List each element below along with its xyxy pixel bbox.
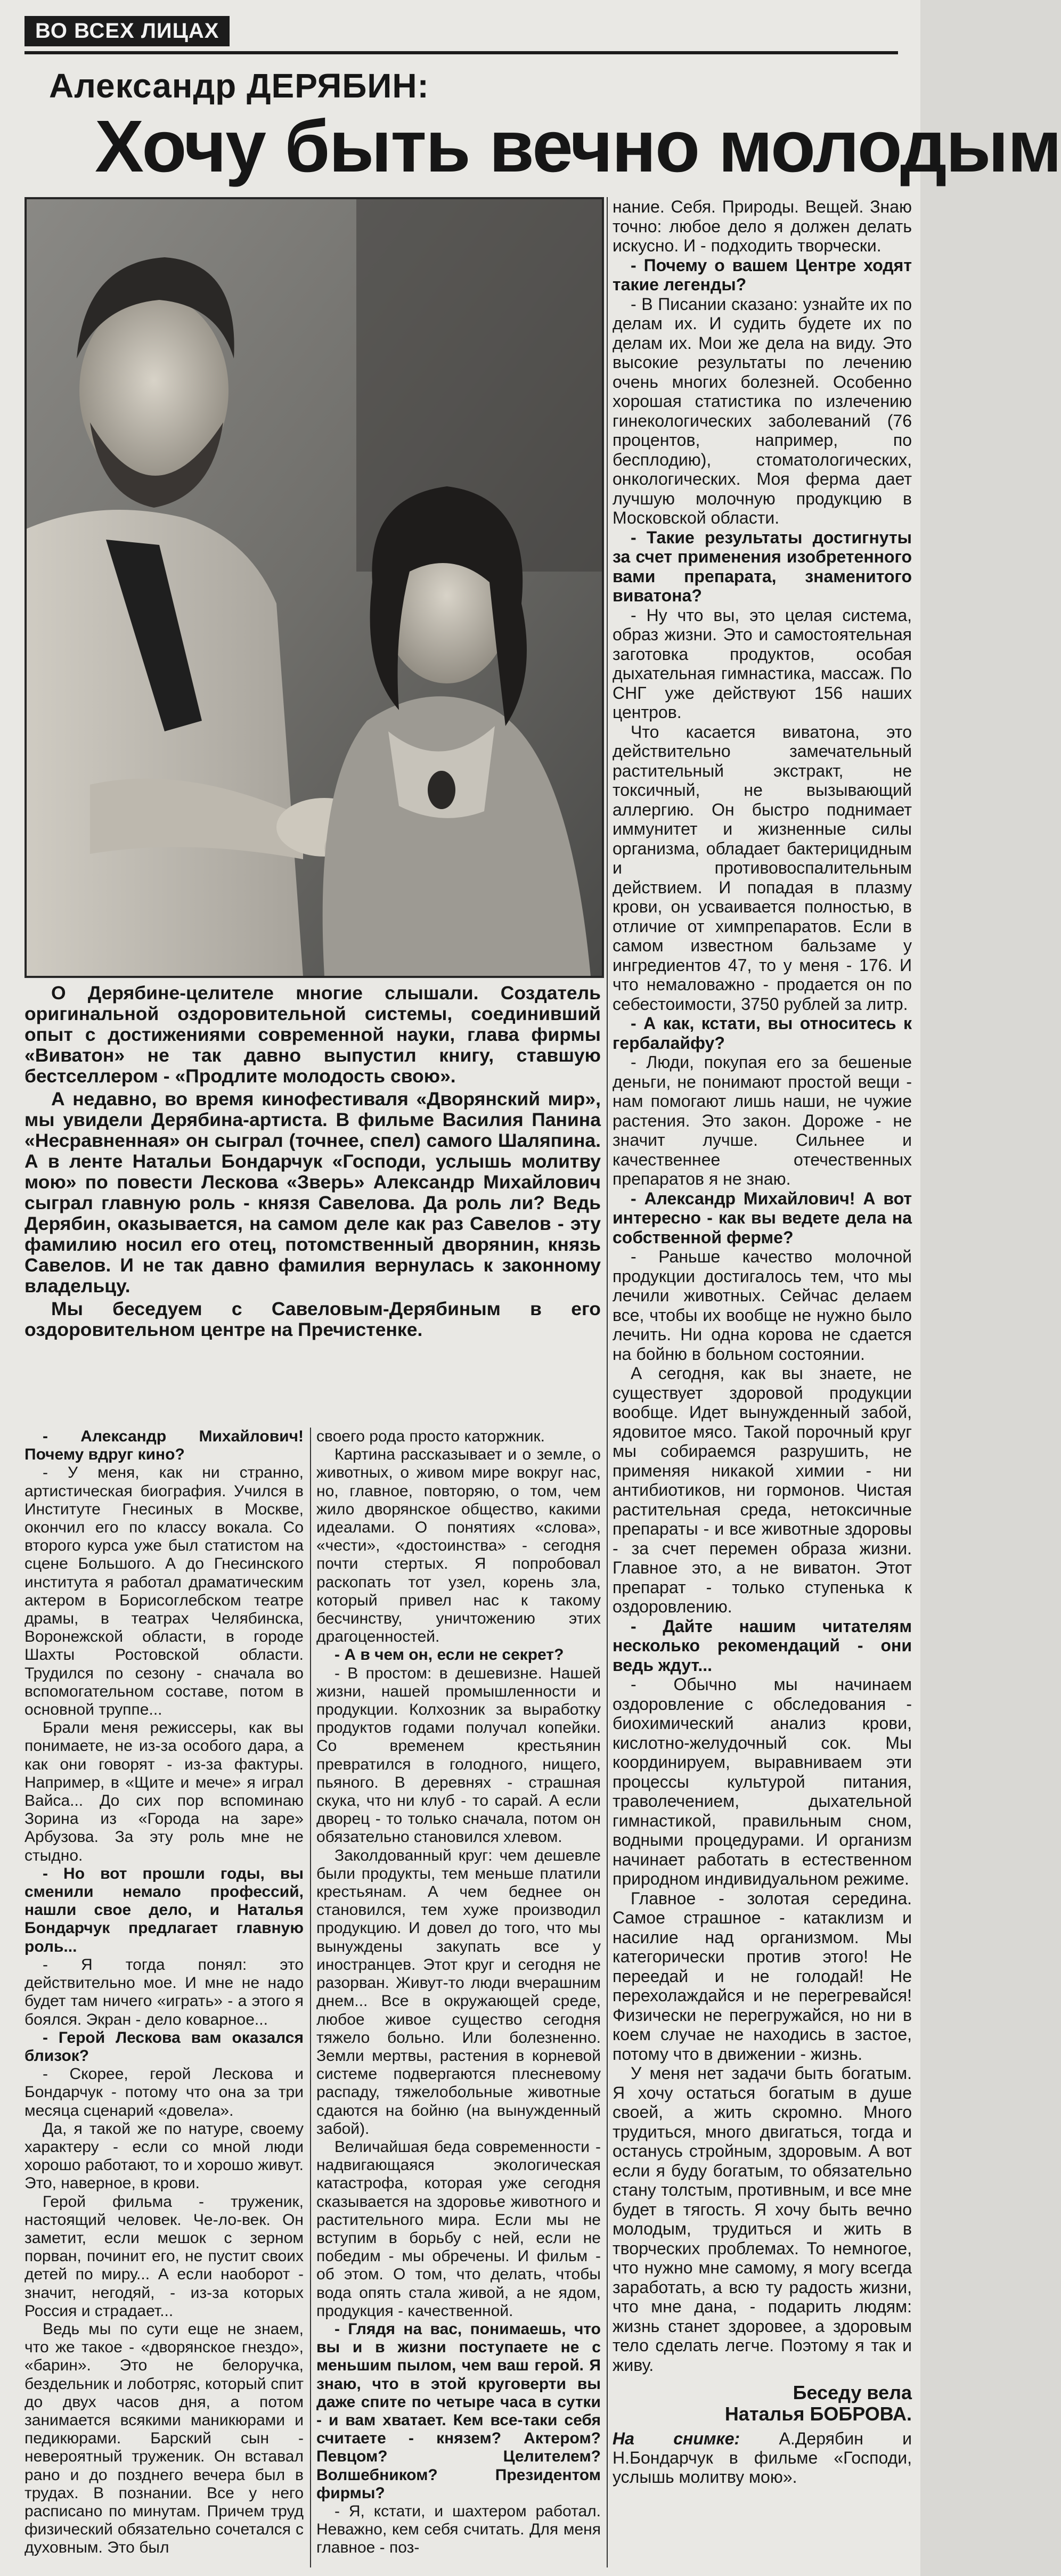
answer-paragraph: Брали меня режиссеры, как вы понимаете, не из-за особого дара, а как они говорят - из-за фактуры. Например, в «Щите и мече» я играл Вайса... До сих пор вспоминаю Зорина из «Города на заре» Арбузова. За эту роль мне не стыдно. <box>25 1719 304 1864</box>
answer-paragraph: - Люди, покупая его за бешеные деньги, не понимают простой вещи - нам помогают лишь наши, не чужие растения. Это закон. Дороже - не значит лучше. Сильнее и качественнее отечественных препаратов я не знаю. <box>613 1053 912 1188</box>
question: - Глядя на вас, понимаешь, что вы и в жизни поступаете не с меньшим пылом, чем ваш герой. Я знаю, что в этой круговерти вы даже спите по четыре часа в сутки - и вам хватает. Кем все-таки себя считаете - князем? Актером? Певцом? Целителем? Волшебником? Президентом фирмы? <box>316 2320 601 2502</box>
byline-author: Наталья БОБРОВА. <box>724 2403 912 2425</box>
answer-paragraph: - Я, кстати, и шахтером работал. Неважно, кем себя считать. Для меня главное - поз- <box>316 2502 601 2557</box>
answer-paragraph: - Ну что вы, это целая система, образ жизни. Это и самостоятельная заготовка продуктов, особая дыхательная гимнастика, массаж. По СНГ уже действуют 156 наших центров. <box>613 605 912 722</box>
lead-paragraph: О Дерябине-целителе многие слышали. Создатель оригинальной оздоровительной системы, соединивший опыт с достижениями современной науки, глава фирмы «Виватон» не так давно выпустил книгу, ставшую бестселлером - «Продлите молодость свою». <box>25 982 601 1087</box>
question: - Дайте нашим читателям несколько рекомендаций - они ведь ждут... <box>613 1616 912 1675</box>
answer-paragraph: Да, я такой же по натуре, своему характеру - если со мной люди хорошо работают, то и хорошо живут. Это, наверное, в крови. <box>25 2120 304 2192</box>
byline-intro: Беседу вела <box>793 2382 912 2403</box>
lead-paragraph: А недавно, во время кинофестиваля «Дворянский мир», мы увидели Дерябина-артиста. В фильме Василия Панина «Несравненная» он сыграл (точнее, спел) самого Шаляпина. А в ленте Натальи Бондарчук «Господи, услышь молитву мою» по повести Лескова «Зверь» Александр Михайлович сыграл главную роль - князя Савелова. Да роль ли? Ведь Дерябин, оказывается, на самом деле как раз Савелов - эту фамилию носил его отец, потомственный дворянин, князь Савелов. И не так давно фамилия вернулась к законному владельцу. <box>25 1088 601 1297</box>
answer-paragraph: - Скорее, герой Лескова и Бондарчук - потому что она за три месяца сценарий «довела». <box>25 2065 304 2120</box>
answer-paragraph: - Я тогда понял: это действительно мое. И мне не надо будет там ничего «играть» - а этого я боялся. Экран - дело коварное... <box>25 1955 304 2028</box>
answer-paragraph: Главное - золотая середина. Самое страшное - катаклизм и насилие над организмом. Мы категорически против этого! Не переедай и не голодай! Не перехолаждайся и не перегревайся! Физически не перегружайся, но ни в коем случае не находись в застое, потому что в движении - жизнь. <box>613 1888 912 2064</box>
interviewee-name: Александр ДЕРЯБИН: <box>49 67 429 105</box>
question: - Но вот прошли годы, вы сменили немало профессий, нашли свое дело, и Наталья Бондарчук предлагает главную роль... <box>25 1864 304 1955</box>
question: - Почему о вашем Центре ходят такие легенды? <box>613 255 912 294</box>
headline: Хочу быть вечно молодым <box>95 105 1061 188</box>
film-still-photo <box>25 197 604 978</box>
column-divider <box>607 197 608 2567</box>
question: - Герой Лескова вам оказался близок? <box>25 2028 304 2065</box>
question: - Такие результаты достигнуты за счет применения изобретенного вами препарата, знаменитого виватона? <box>613 527 912 605</box>
lead-paragraph: Мы беседуем с Савеловым-Дерябиным в его оздоровительном центре на Пречистенке. <box>25 1298 601 1340</box>
answer-paragraph: Величайшая беда современности - надвигающаяся экологическая катастрофа, которая уже сегодня сказывается на здоровье животного и растительного мира. Если мы не вступим в борьбу с ней, если не победим - мы обречены. И фильм - об этом. О том, что делать, чтобы вода опять стала живой, а не ядом, продукция - качественной. <box>316 2138 601 2320</box>
answer-paragraph: Что касается виватона, это действительно замечательный растительный экстракт, не токсичный, не вызывающий аллергию. Он быстро поднимает иммунитет и жизненные силы организма, обладает бактерицидным и противовоспалительным действием. И попадая в плазму крови, он усваивается полностью, в отличие от химпрепаратов. Если в самом известном бальзаме у ингредиентов 47, то у меня - 176. И что немаловажно - продается он по себестоимости, 3750 рублей за литр. <box>613 722 912 1014</box>
text-column-2 <box>316 1428 601 2557</box>
answer-paragraph: У меня нет задачи быть богатым. Я хочу остаться богатым в душе своей, а жить скромно. Много трудиться, много двигаться, тогда и останусь стройным, здоровым. А вот если я буду богатым, то обязательно стану толстым, противным, и все мне будет в тягость. Я хочу быть вечно молодым, трудиться и жить в творческих проблемах. То немногое, что нужно мне самому, я могу всегда заработать, а всю ту радость жизни, что мне дана, - подарить людям: жизнь станет здоровее, а здоровым тело сделать легче. Поэтому я так и живу. <box>613 2064 912 2375</box>
question: - Александр Михайлович! Почему вдруг кино? <box>25 1428 304 1464</box>
answer-paragraph: нание. Себя. Природы. Вещей. Знаю точно: любое дело я должен делать искусно. И - подходить творчески. <box>613 197 912 255</box>
photo-caption <box>613 2429 912 2487</box>
rubric-rule <box>25 51 898 54</box>
question: - Александр Михайлович! А вот интересно - как вы ведете дела на собственной ферме? <box>613 1188 912 1247</box>
rubric-label: ВО ВСЕХ ЛИЦАХ <box>25 16 230 46</box>
caption-label: На снимке: <box>613 2429 740 2448</box>
answer-paragraph: Ведь мы по сути еще не знаем, что же такое - «дворянское гнездо», «барин». Это не белоручка, бездельник и лоботряс, который спит до двух часов дня, а потом занимается всякими маникюрами и педикюрами. Барский сын - невероятный труженик. Он вставал рано и до позднего вечера был в трудах. В познании. Все у него расписано по минутам. Причем труд физический обязательно сочетался с духовным. Это был <box>25 2320 304 2557</box>
answer-paragraph: А сегодня, как вы знаете, не существует здоровой продукции вообще. Идет вынужденный забой, ядовитое мясо. Такой порочный круг мы собираемся разрушить, не применяя никакой химии - ни антибиотиков, ни гормонов. Чистая растительная среда, нетоксичные препараты - и все животные здоровы - за счет перемен образа жизни. Главное это, а не виватон. Этот препарат - только ступенька к оздоровлению. <box>613 1364 912 1616</box>
answer-paragraph: - В простом: в дешевизне. Нашей жизни, нашей промышленности и продукции. Колхозник за выработку продуктов годами получал копейки. Со временем крестьянин превратился в голодного, нищего, пьяного. В деревнях - страшная скука, что ни клуб - то сарай. А если дворец - то только сначала, потом он обязательно становился хлевом. <box>316 1664 601 1846</box>
column-divider <box>310 1428 311 2567</box>
question: - А как, кстати, вы относитесь к гербалайфу? <box>613 1014 912 1053</box>
answer-paragraph: - В Писании сказано: узнайте их по делам их. И судить будете их по делам их. Мои же дела на виду. Это высокие результаты по лечению очень многих болезней. Особенно хорошая статистика по излечению гинекологических заболеваний (76 процентов, например, по бесплодию), стоматологических, онкологических. Моя ферма дает лучшую молочную продукцию в Московской области. <box>613 294 912 527</box>
byline <box>613 2382 912 2425</box>
caption-text: А.Дерябин и Н.Бондарчук в фильме «Господи, услышь молитву мою». <box>613 2429 912 2487</box>
answer-paragraph: - Обычно мы начинаем оздоровление с обследования - биохимический анализ крови, кислотно-желудочный сок. Мы координируем, выравниваем эти процессы культурой питания, траволечением, дыхательной гимнастикой, правильным сном, водными процедурами. И организм начинает работать в естественном природном индивидуальном режиме. <box>613 1675 912 1888</box>
question: - А в чем он, если не секрет? <box>334 1646 564 1664</box>
answer-paragraph: Заколдованный круг: чем дешевле были продукты, тем меньше платили крестьянам. А чем беднее он становился, тем хуже производил продукцию. И довел до того, что мы вынуждены закупать все у иностранцев. Этот круг и сегодня не разорван. Живут-то люди вчерашним днем... Все в окружающей среде, любое живое существо сегодня тяжело больно. Или болезненно. Земли мертвы, растения в корневой системе подвергаются плесневому распаду, тяжелобольные животные сдаются на бойню (на вынужденный забой). <box>316 1846 601 2138</box>
lead-paragraphs <box>25 983 601 1342</box>
answer-paragraph: Герой фильма - труженик, настоящий человек. Че-ло-век. Он заметит, если мешок с зерном порван, починит его, не пустит своих детей по миру... А если наоборот - значит, негодяй, - из-за которых Россия и страдает... <box>25 2192 304 2320</box>
answer-paragraph: - У меня, как ни странно, артистическая биография. Учился в Институте Гнесиных в Москве, окончил его по классу вокала. Со второго курса уже был статистом на сцене Большого. А до Гнесинского института я работал драматическим актером в Борисоглебском театре драмы, в театрах Челябинска, Воронежской области, в городе Шахты Ростовской области. Трудился по сезону - сначала во вспомогательном составе, потом в основной труппе... <box>25 1464 304 1719</box>
answer-paragraph: Картина рассказывает и о земле, о животных, о живом мире вокруг нас, но, главное, повторяю, о том, чем жило дворянское общество, какими идеалами. О понятиях «слова», «чести», «достоинства» - сегодня почти стертых. Я попробовал раскопать тот узел, корень зла, который привел нас к такому бесчинству, уничтожению этих драгоценностей. <box>316 1446 601 1646</box>
answer-paragraph: своего рода просто каторжник. <box>316 1428 545 1445</box>
text-column-1 <box>25 1428 304 2557</box>
text-column-3 <box>613 197 912 2487</box>
answer-paragraph: - Раньше качество молочной продукции достигалось тем, что мы лечили животных. Сейчас делаем все, чтобы их вообще не нужно было лечить. Ни одна корова не сдается на бойню в больном состоянии. <box>613 1247 912 1364</box>
